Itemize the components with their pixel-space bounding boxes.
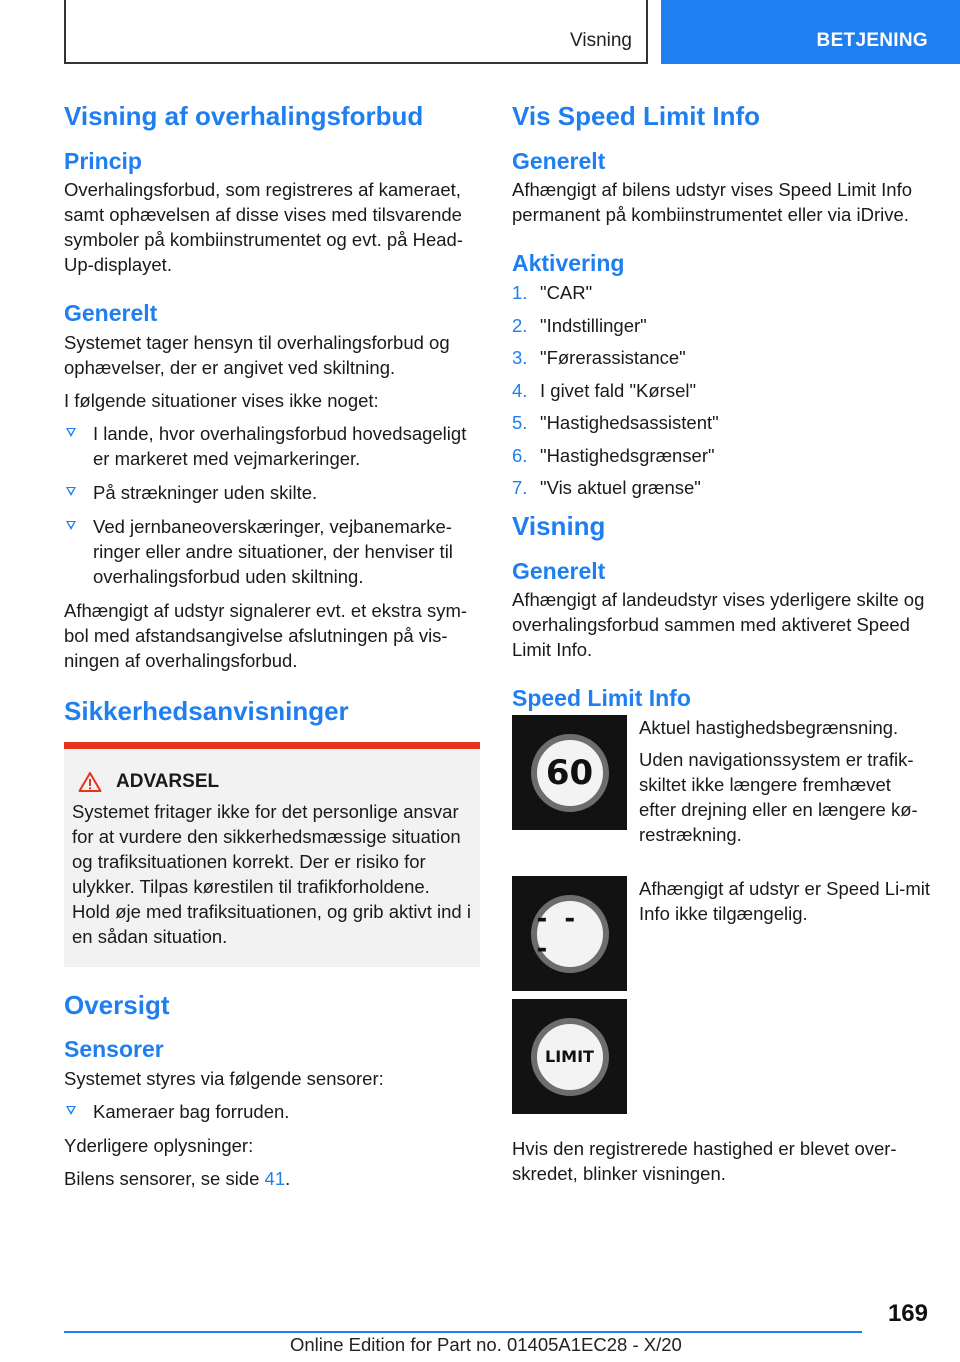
activation-steps (512, 280, 932, 500)
triangle-bullet-icon (66, 1106, 76, 1115)
step-item: 1. "CAR" (512, 282, 593, 303)
page-number: 169 (887, 1300, 928, 1327)
step-item: 6. "Hastighedsgrænser" (512, 444, 715, 466)
chapter-tab[interactable] (661, 0, 960, 64)
no-limit-image (512, 876, 627, 991)
visning-generelt-heading: Generelt (512, 557, 606, 584)
generelt-text-3: Afhængigt af udstyr signalerer evt. et ekstra sym-bol med afstandsangivelse afslutningen på vis-ningen af overhalingsforbud. (64, 600, 468, 671)
figure-caption: Aktuel hastighedsbegrænsning. (639, 717, 899, 738)
overtaking-title: Visning af overhalingsforbud (64, 101, 424, 131)
triangle-bullet-icon (66, 521, 76, 530)
warning-triangle-icon (78, 771, 102, 793)
limit-icon: LIMIT (531, 1018, 609, 1096)
sensorer-heading: Sensorer (64, 1036, 164, 1062)
edition-text: Online Edition for Part no. 01405A1EC28 - X/20 (290, 1334, 682, 1355)
section-title: Visning (570, 30, 632, 51)
no-limit-dashes-icon: - - - (531, 895, 609, 973)
step-item: 4. I givet fald "Kørsel" (512, 379, 697, 401)
figure-caption: Uden navigationssystem er trafik-skiltet ikke længere fremhævet efter drejning eller en længere kø-restrækning. (639, 749, 918, 845)
speed-limit-title: Vis Speed Limit Info (512, 101, 761, 131)
safety-title: Sikkerhedsanvisninger (64, 696, 349, 726)
aktivering-heading: Aktivering (512, 250, 625, 277)
generelt-heading: Generelt (512, 147, 606, 174)
left-column (64, 100, 480, 1199)
figure-row-current-limit (512, 715, 932, 854)
triangle-bullet-icon (66, 487, 76, 496)
generelt-text-2: I følgende situationer vises ikke noget: (64, 390, 379, 411)
list-item: På strækninger uden skilte. (64, 480, 480, 505)
visning-title: Visning (512, 511, 606, 541)
speed-sign-image (512, 715, 627, 830)
figure-caption: Afhængigt af udstyr er Speed Li-mit Info ikke tilgængelig. (639, 878, 931, 924)
step-item: 2. "Indstillinger" (512, 314, 647, 336)
sensorer-text: Systemet styres via følgende sensorer: (64, 1067, 384, 1089)
figure-row-not-available (512, 876, 932, 991)
princip-text: Overhalingsforbud, som registreres af kameraet, samt ophævelsen af disse vises med tilsvarende symboler på kombiinstrumentet og evt. på Head-Up-displayet. (64, 179, 463, 276)
triangle-bullet-icon (66, 428, 76, 437)
final-text: Hvis den registrerede hastighed er blevet over-skredet, blinker visningen. (512, 1138, 897, 1184)
warning-text: Systemet fritager ikke for det personlige ansvar for at vurdere den sikkerhedsmæssige situation og trafiksituationen korrekt. Der er risiko for ulykker. Tilpas kørestilen til trafikforholdene. Hold øje med trafiksituationen, og grib aktivt ind i en sådan situation. (72, 800, 471, 947)
more-info-text: Yderligere oplysninger: (64, 1134, 254, 1156)
generelt-text-1: Systemet tager hensyn til overhalingsforbud og ophævelser, der er angivet ved skiltning. (64, 332, 450, 378)
warning-header (74, 771, 472, 793)
warning-label: ADVARSEL (116, 770, 220, 792)
situation-list (64, 421, 480, 589)
list-item: Kameraer bag forruden. (64, 1099, 480, 1124)
speed-limit-info-heading: Speed Limit Info (512, 685, 691, 712)
chapter-title: BETJENING (816, 30, 928, 51)
visning-generelt-text: Afhængigt af landeudstyr vises yderligere skilte og overhalingsforbud sammen med aktiveret Speed Limit Info. (512, 589, 925, 661)
sensors-reference: Bilens sensorer, se side 41. (64, 1167, 291, 1189)
oversigt-title: Oversigt (64, 989, 170, 1020)
speed-limit-60-icon: 60 (531, 734, 609, 812)
header-left-frame (64, 0, 648, 64)
figure-row-limit (512, 999, 932, 1114)
limit-image (512, 999, 627, 1114)
sensor-list (64, 1099, 480, 1124)
footer-divider (64, 1331, 862, 1333)
generelt-text: Afhængigt af bilens udstyr vises Speed Limit Info permanent på kombiinstrumentet eller via iDrive. (512, 179, 913, 226)
generelt-heading: Generelt (64, 300, 158, 327)
step-item: 5. "Hastighedsassistent" (512, 412, 719, 433)
princip-heading: Princip (64, 147, 142, 174)
right-column (512, 100, 932, 1194)
list-item: I lande, hvor overhalingsforbud hovedsageligt er markeret med vejmarkeringer. (64, 421, 480, 471)
list-item: Ved jernbaneoverskæringer, vejbanemarke-ringer eller andre situationer, der henviser til overhalingsforbud uden skiltning. (64, 514, 480, 589)
warning-box (64, 742, 480, 967)
step-item: 7. "Vis aktuel grænse" (512, 477, 701, 498)
page-link[interactable]: 41 (264, 1167, 286, 1189)
step-item: 3. "Førerassistance" (512, 347, 686, 368)
